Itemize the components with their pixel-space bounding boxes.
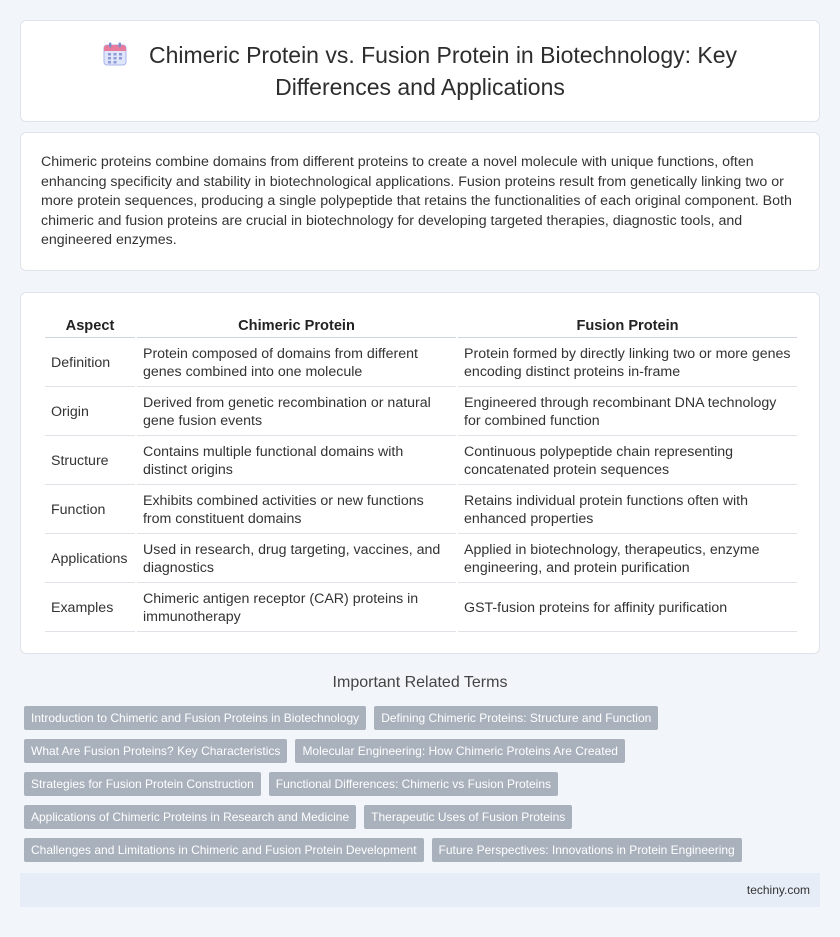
- table-header-row: [45, 315, 797, 338]
- row-aspect: Definition: [45, 340, 135, 387]
- table-row: [45, 438, 797, 485]
- row-aspect: Examples: [45, 585, 135, 632]
- tag-row: [24, 805, 820, 829]
- related-term-link[interactable]: Therapeutic Uses of Fusion Proteins: [364, 805, 572, 829]
- row-fusion: Retains individual protein functions often with enhanced properties: [458, 487, 797, 534]
- footer-site-link[interactable]: techiny.com: [746, 883, 810, 897]
- calendar-icon: [103, 42, 127, 73]
- related-term-link[interactable]: What Are Fusion Proteins? Key Characteristics: [24, 739, 287, 763]
- row-chimeric: Protein composed of domains from different genes combined into one molecule: [137, 340, 456, 387]
- row-chimeric: Contains multiple functional domains with distinct origins: [137, 438, 456, 485]
- row-fusion: Applied in biotechnology, therapeutics, enzyme engineering, and protein purification: [458, 536, 797, 583]
- row-aspect: Structure: [45, 438, 135, 485]
- header-chimeric: Chimeric Protein: [137, 315, 456, 338]
- header-aspect: Aspect: [45, 315, 135, 338]
- footer: [20, 873, 820, 907]
- table-row: [45, 585, 797, 632]
- related-terms-list: [24, 706, 820, 871]
- related-term-link[interactable]: Defining Chimeric Proteins: Structure and Function: [374, 706, 658, 730]
- page-title-wrap: [51, 41, 789, 102]
- related-term-link[interactable]: Functional Differences: Chimeric vs Fusion Proteins: [269, 772, 558, 796]
- row-chimeric: Exhibits combined activities or new functions from constituent domains: [137, 487, 456, 534]
- tag-row: [24, 739, 820, 763]
- related-term-link[interactable]: Challenges and Limitations in Chimeric and Fusion Protein Development: [24, 838, 424, 862]
- intro-paragraph: Chimeric proteins combine domains from different proteins to create a novel molecule with unique functions, often enhancing specificity and stability in biotechnological applications. Fusion proteins result from genetically linking two or more protein sequences, producing a single polypeptide that retains the functionalities of each original component. Both chimeric and fusion proteins are crucial in biotechnology for developing targeted therapies, diagnostic tools, and engineered enzymes.: [41, 154, 792, 249]
- related-term-link[interactable]: Strategies for Fusion Protein Construction: [24, 772, 261, 796]
- row-aspect: Origin: [45, 389, 135, 436]
- row-fusion: GST-fusion proteins for affinity purification: [458, 585, 797, 632]
- related-term-link[interactable]: Molecular Engineering: How Chimeric Proteins Are Created: [295, 739, 624, 763]
- row-fusion: Continuous polypeptide chain representing concatenated protein sequences: [458, 438, 797, 485]
- comparison-table-card: [20, 292, 820, 654]
- related-terms-title: Important Related Terms: [332, 674, 508, 691]
- row-aspect: Function: [45, 487, 135, 534]
- title-card: [20, 20, 820, 122]
- comparison-table: [43, 313, 799, 634]
- table-row: [45, 340, 797, 387]
- table-row: [45, 536, 797, 583]
- related-term-link[interactable]: Applications of Chimeric Proteins in Research and Medicine: [24, 805, 356, 829]
- related-term-link[interactable]: Future Perspectives: Innovations in Protein Engineering: [432, 838, 742, 862]
- related-term-link[interactable]: Introduction to Chimeric and Fusion Proteins in Biotechnology: [24, 706, 366, 730]
- table-row: [45, 389, 797, 436]
- row-aspect: Applications: [45, 536, 135, 583]
- row-fusion: Engineered through recombinant DNA technology for combined function: [458, 389, 797, 436]
- page-title: Chimeric Protein vs. Fusion Protein in Biotechnology: Key Differences and Applications: [148, 41, 738, 100]
- header-fusion: Fusion Protein: [458, 315, 797, 338]
- tag-row: [24, 706, 820, 730]
- table-row: [45, 487, 797, 534]
- row-chimeric: Used in research, drug targeting, vaccines, and diagnostics: [137, 536, 456, 583]
- row-chimeric: Derived from genetic recombination or natural gene fusion events: [137, 389, 456, 436]
- row-fusion: Protein formed by directly linking two or more genes encoding distinct proteins in-frame: [458, 340, 797, 387]
- row-chimeric: Chimeric antigen receptor (CAR) proteins in immunotherapy: [137, 585, 456, 632]
- tag-row: [24, 772, 820, 796]
- tag-row: [24, 838, 820, 862]
- intro-card: [20, 132, 820, 271]
